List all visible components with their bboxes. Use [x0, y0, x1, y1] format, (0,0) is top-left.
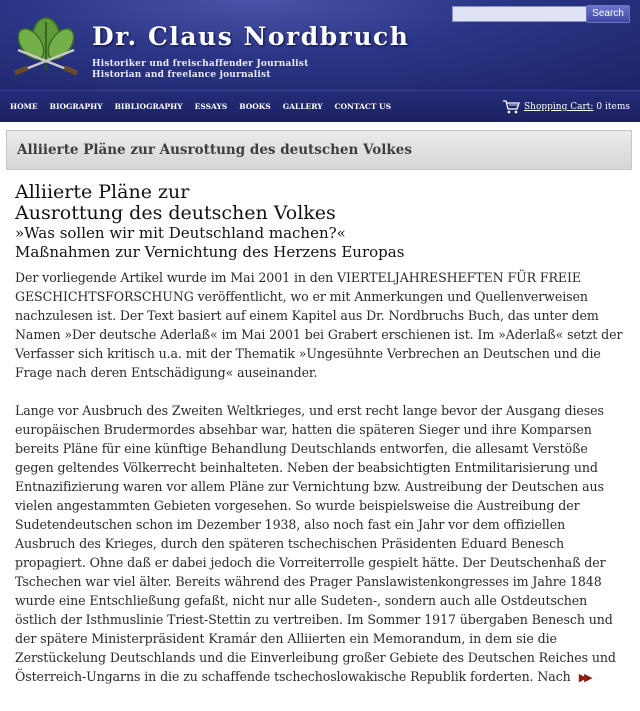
page-title: Alliierte Pläne zur Ausrottung des deutschen Volkes [17, 142, 412, 158]
article-content [15, 182, 623, 687]
tagline-english: Historian and freelance journalist [92, 70, 271, 80]
oak-leaf-logo-icon[interactable] [12, 10, 80, 78]
page-title-banner [6, 130, 632, 170]
nav-gallery[interactable]: GALLERY [282, 102, 323, 111]
shopping-cart-icon[interactable] [502, 100, 520, 114]
search-button[interactable]: Search [586, 5, 630, 23]
nav-bibliography[interactable]: BIBLIOGRAPHY [114, 102, 183, 111]
article-subtitle-1: »Was sollen wir mit Deutschland machen?« [15, 224, 346, 242]
article-title-line-2: Ausrottung des deutschen Volkes [15, 202, 336, 224]
main-navigation [0, 90, 640, 122]
next-page-arrow-icon[interactable]: ▶▶ [578, 671, 590, 684]
nav-essays[interactable]: ESSAYS [194, 102, 228, 111]
article-subtitle-2: Maßnahmen zur Vernichtung des Herzens Europas [15, 243, 405, 261]
article-paragraph: Der vorliegende Artikel wurde im Mai 2001 in den VIERTELJAHRESHEFTEN FÜR FREIE GESCHICHTSFORSCHUNG veröffentlicht, wo er mit Anmerkungen und Quellenverweisen nachzulesen ist. Der Text basiert auf einem Kapitel aus Dr. Nordbruchs Buch, das unter dem Namen »Der deutsche Aderlaß« im Mai 2001 bei Grabert erschienen ist. Im »Aderlaß« setzt der Verfasser sich kritisch u.a. mit der Thematik »Ungesühnte Verbrechen an Deutschen und die Frage nach deren Entschädigung« auseinander. [15, 270, 623, 380]
tagline-german: Historiker und freischaffender Journalist [92, 59, 309, 69]
search-input[interactable] [452, 6, 590, 22]
article-paragraph-text: Lange vor Ausbruch des Zweiten Weltkrieges, und erst recht lange bevor der Ausgang dieses europäischen Brudermordes absehbar war, hatten die späteren Sieger und ihre Komparsen bereits Pläne für eine künftige Behandlung Deutschlands entworfen, die allesamt Verstöße gegen geltendes Völkerrecht beinhalteten. Neben der beabsichtigten Entmilitarisierung und Entnazifizierung waren vor allem Pläne zur Vernichtung bzw. Austreibung der Deutschen aus vielen angestammten Gebieten vorgesehen. So wurde beispielsweise die Austreibung der Sudetendeutschen schon im Dezember 1938, also noch fast ein Jahr vor dem offiziellen Ausbruch des Krieges, durch den späteren tschechischen Präsidenten Eduard Benesch propagiert. Ohne daß er dabei jedoch die Vorreiterrolle gespielt hätte. Der Deutschenhaß der Tschechen war viel älter. Bereits während des Prager Panslawistenkongresses im Jahre 1848 wurde eine Entschließung gefaßt, nicht nur alle Sudeten-, sondern auch alle Ostdeutschen östlich der Isthmuslinie Triest-Stettin zu vertreiben. Im Sommer 1917 übergaben Benesch und der spätere Ministerpräsident Kramár den Alliierten ein Memorandum, in dem sie die Zerstückelung Deutschlands und die Einverleibung großer Gebiete des Deutschen Reiches und Österreich-Ungarns in die zu schaffende tschechoslowakische Republik forderten. Nach [15, 403, 616, 684]
nav-biography[interactable]: BIOGRAPHY [49, 102, 103, 111]
nav-books[interactable]: BOOKS [239, 102, 271, 111]
nav-home[interactable]: HOME [10, 102, 38, 111]
nav-contact-us[interactable]: CONTACT US [334, 102, 392, 111]
site-title[interactable]: Dr. Claus Nordbruch [92, 22, 410, 51]
site-header [0, 0, 640, 90]
shopping-cart [502, 100, 630, 114]
cart-item-count: 0 items [596, 102, 630, 112]
article-paragraph-2 [15, 401, 623, 687]
shopping-cart-link[interactable]: Shopping Cart: [524, 102, 594, 112]
article-title-line-1: Alliierte Pläne zur [15, 181, 190, 203]
